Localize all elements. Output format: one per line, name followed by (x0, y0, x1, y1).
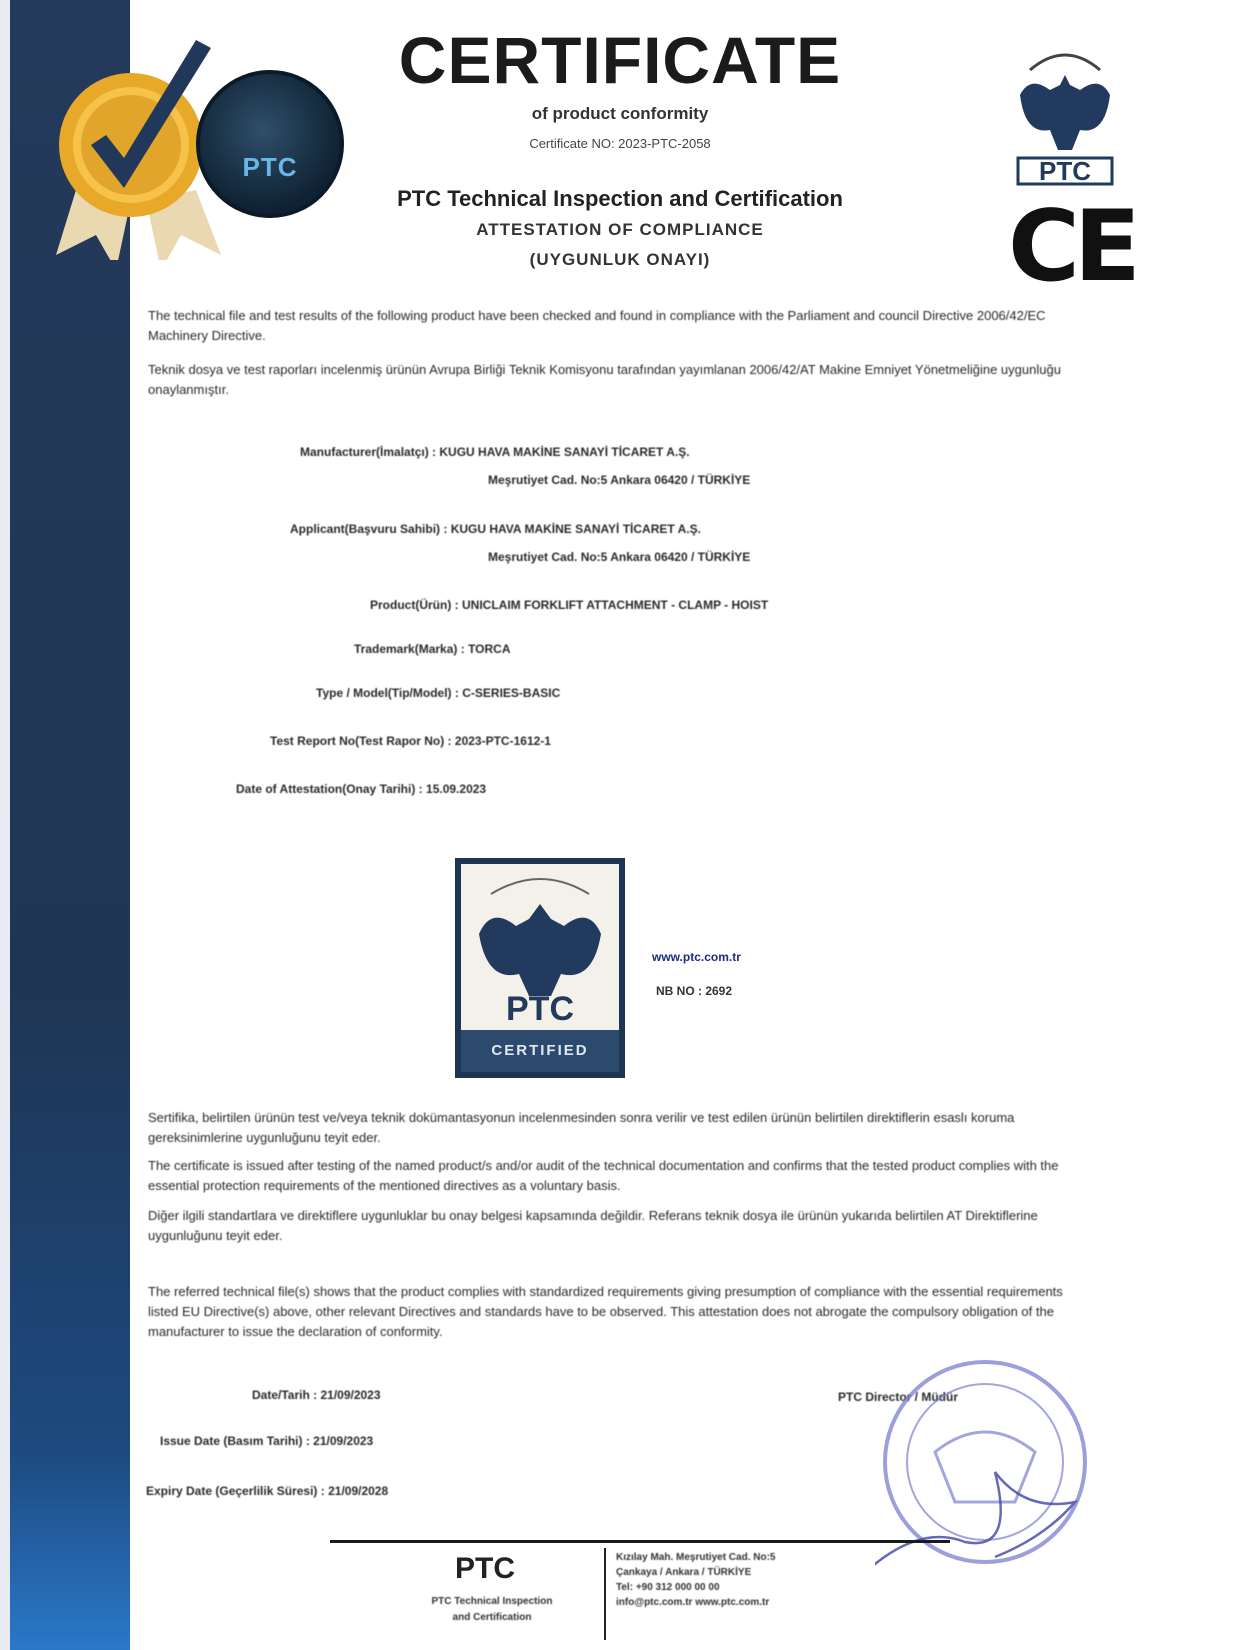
ptc-round-seal (196, 70, 344, 218)
ptc-eagle-icon (461, 864, 619, 1024)
body-paragraph-4: The referred technical file(s) shows that the product complies with standardized requirements giving presumption of compliance with the essential requirements listed EU Directive(s) above, other relevant Directives and standards have to be observed. This attestation does not abrogate the compulsory obligation of the manufacturer to issue the declaration of conformity. (148, 1284, 1063, 1339)
footer-brand: PTC (455, 1552, 515, 1585)
field-value: Meşrutiyet Cad. No:5 Ankara 06420 / TÜRKİYE (488, 550, 751, 564)
field-label: Trademark(Marka) : (354, 642, 465, 656)
footer-subtitle-line: and Certification (452, 1612, 532, 1623)
field-product (370, 598, 768, 612)
certified-band: CERTIFIED (461, 1030, 619, 1072)
field-label: Applicant(Başvuru Sahibi) : (290, 522, 448, 536)
footer-address-line: Tel: +90 312 000 00 00 (616, 1582, 720, 1593)
field-applicant (290, 522, 701, 536)
intro-english: The technical file and test results of the following product have been checked and found in compliance with the Parliament and council Directive 2006/42/EC Machinery Directive. (148, 308, 1046, 343)
footer-subtitle (402, 1594, 582, 1626)
field-label: Test Report No(Test Rapor No) : (270, 734, 452, 748)
certificate-number: Certificate NO: 2023-PTC-2058 (529, 136, 711, 151)
body-paragraph-2: The certificate is issued after testing of the named product/s and/or audit of the technical documentation and confirms that the tested product complies with the essential protection requirements of the mentioned directives as a voluntary basis. (148, 1158, 1059, 1193)
field-label: Manufacturer(İmalatçı) : (300, 445, 437, 459)
field-value: KUGU HAVA MAKİNE SANAYİ TİCARET A.Ş. (450, 522, 701, 536)
field-trademark (354, 642, 511, 656)
ptc-eagle-logo-icon (1010, 40, 1120, 190)
certificate-title: CERTIFICATE (398, 23, 842, 97)
center-logo-brand: PTC (506, 990, 574, 1024)
corner-logo-text: PTC (1039, 156, 1091, 186)
issue-date-line (160, 1434, 373, 1448)
field-type-model (316, 686, 560, 700)
field-value: 15.09.2023 (426, 782, 487, 796)
footer-address-line: Kızılay Mah. Meşrutiyet Cad. No:5 (616, 1552, 776, 1563)
issue-date-label: Issue Date (Basım Tarihi) : (160, 1434, 310, 1448)
intro-turkish: Teknik dosya ve test raporları incelenmiş ürünün Avrupa Birliği Teknik Komisyonu tarafından yayımlanan 2006/42/AT Makine Emniyet Yönetmeliğine uygunluğu onaylanmıştır. (148, 362, 1061, 397)
footer-rule (330, 1540, 950, 1543)
attestation-heading: ATTESTATION OF COMPLIANCE (476, 220, 764, 239)
field-value: UNICLAIM FORKLIFT ATTACHMENT - CLAMP - HOIST (462, 598, 769, 612)
date-label: Date/Tarih : (252, 1388, 318, 1402)
field-label: Product(Ürün) : (370, 598, 459, 612)
issuer-organization: PTC Technical Inspection and Certification (397, 186, 843, 211)
field-applicant-address (488, 550, 750, 564)
ce-mark: CE (1008, 190, 1135, 304)
attestation-heading-tr: (UYGUNLUK ONAYI) (529, 250, 711, 269)
body-paragraph-1: Sertifika, belirtilen ürünün test ve/veya teknik dokümantasyonun incelenmesinden sonra verilir ve test edilen ürünün belirtilen direktiflerin esaslı koruma gereksinimlerine uygunluğunu teyit eder. (148, 1110, 1015, 1145)
field-manufacturer-address (488, 473, 750, 487)
footer-address-line: Çankaya / Ankara / TÜRKİYE (616, 1567, 752, 1578)
expiry-date-line (146, 1484, 388, 1498)
website-link[interactable]: www.ptc.com.tr (652, 950, 741, 964)
field-label: Type / Model(Tip/Model) : (316, 686, 459, 700)
field-manufacturer (300, 445, 690, 459)
field-test-report (270, 734, 551, 748)
date-line (252, 1388, 381, 1402)
signatory-label: PTC Director / Müdür (838, 1390, 959, 1404)
side-band-edge (0, 0, 10, 1650)
official-stamp-icon (875, 1352, 1095, 1572)
seal-label: PTC (242, 152, 298, 182)
field-value: KUGU HAVA MAKİNE SANAYİ TİCARET A.Ş. (439, 445, 690, 459)
field-label: Date of Attestation(Onay Tarihi) : (236, 782, 423, 796)
footer-address (616, 1550, 876, 1610)
ptc-certified-logo (455, 858, 625, 1078)
expiry-date-label: Expiry Date (Geçerlilik Süresi) : (146, 1484, 325, 1498)
footer-address-line: info@ptc.com.tr www.ptc.com.tr (616, 1597, 770, 1608)
field-value: Meşrutiyet Cad. No:5 Ankara 06420 / TÜRKİYE (488, 473, 751, 487)
field-value: C-SERIES-BASIC (462, 686, 561, 700)
issue-date-value: 21/09/2023 (313, 1434, 374, 1448)
field-attestation-date (236, 782, 486, 796)
body-paragraph-3: Diğer ilgili standartlara ve direktiflere uygunluklar bu onay belgesi kapsamında değildir. Referans teknik dosya ile ürünün yukarıda belirtilen AT Direktiflerine uygunluğunu teyit eder. (148, 1208, 1038, 1243)
date-value: 21/09/2023 (320, 1388, 381, 1402)
certificate-subtitle: of product conformity (531, 104, 709, 123)
expiry-date-value: 21/09/2028 (328, 1484, 389, 1498)
footer-divider (604, 1548, 606, 1640)
notified-body-number: NB NO : 2692 (656, 984, 733, 998)
footer-subtitle-line: PTC Technical Inspection (431, 1596, 553, 1607)
field-value: 2023-PTC-1612-1 (454, 734, 551, 748)
field-value: TORCA (468, 642, 511, 656)
